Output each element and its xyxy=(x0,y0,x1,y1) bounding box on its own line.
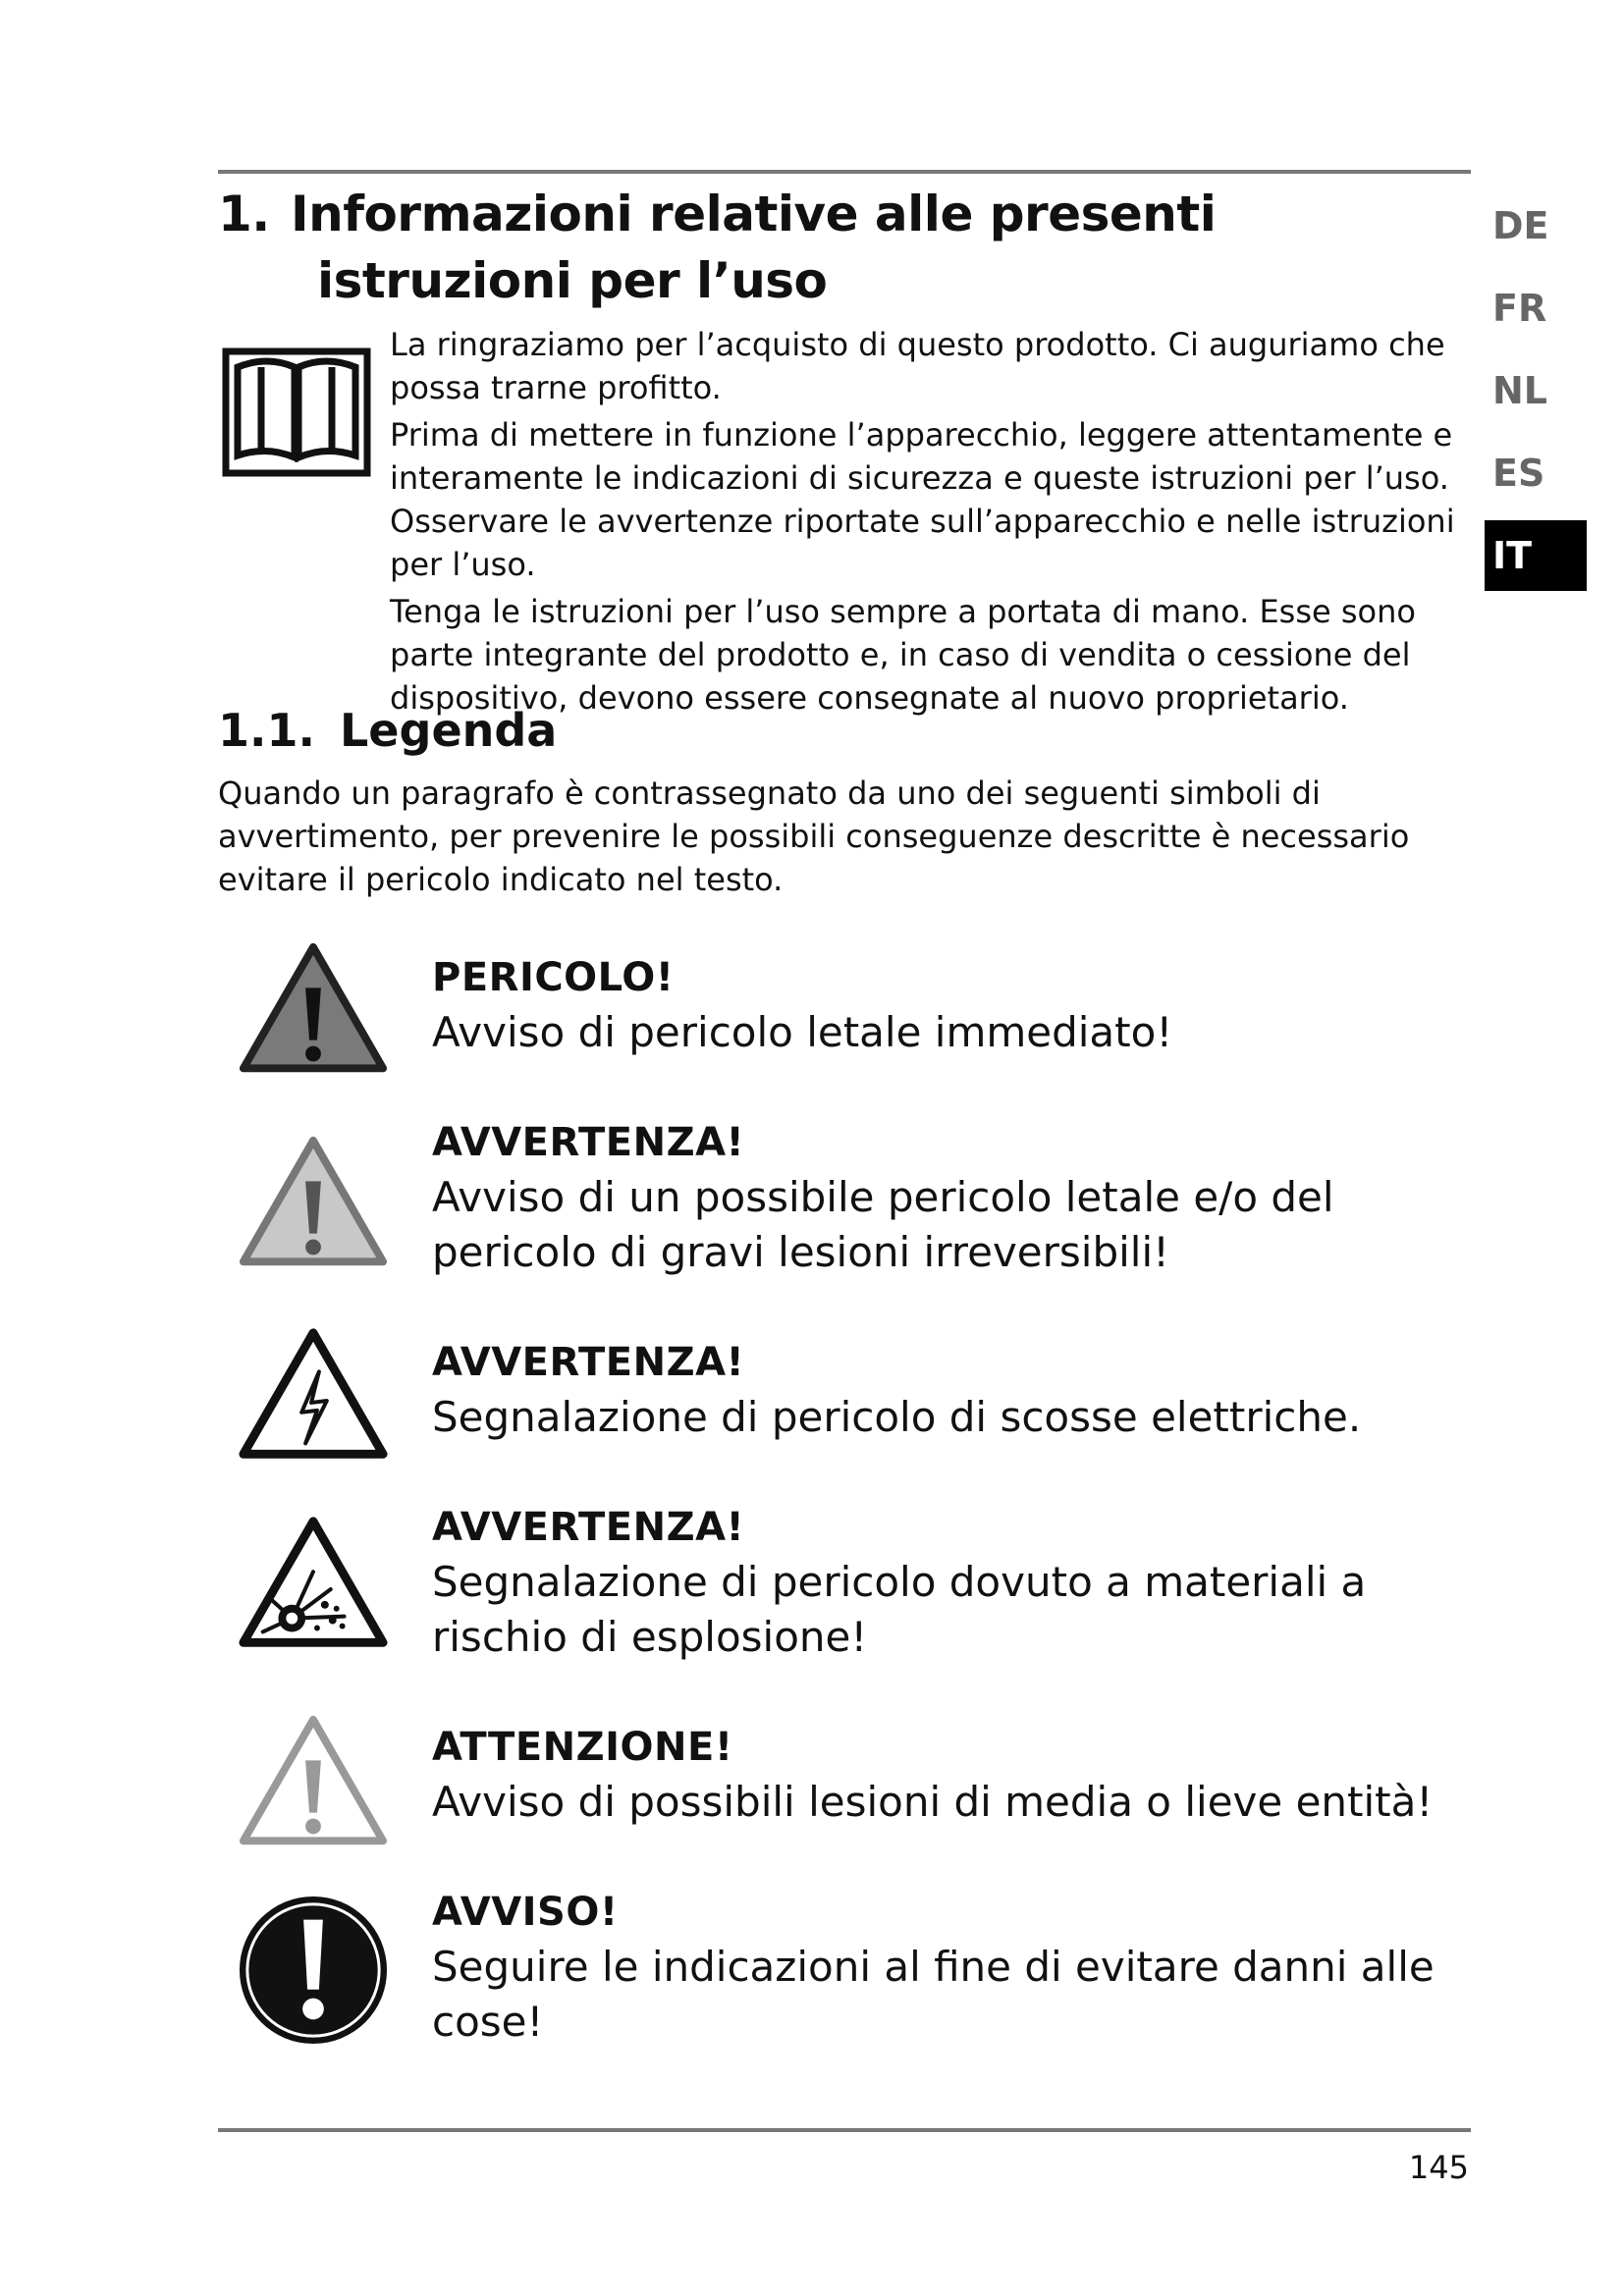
page-number: 145 xyxy=(1408,2149,1469,2186)
symbol-description: Seguire le indicazioni al fine di evitare danni alle cose! xyxy=(432,1943,1435,2046)
chapter-title-line2: istruzioni per l’uso xyxy=(317,252,828,309)
symbol-description: Avviso di un possibile pericolo letale e/o del pericolo di gravi lesioni irreversibili! xyxy=(432,1173,1334,1276)
top-rule xyxy=(218,170,1471,174)
language-tab-es[interactable]: ES xyxy=(1492,452,1545,495)
caution-triangle-icon xyxy=(236,1710,391,1865)
symbol-title: AVVERTENZA! xyxy=(432,1120,745,1165)
symbol-entry xyxy=(432,1720,1473,1830)
symbol-title: ATTENZIONE! xyxy=(432,1725,733,1770)
symbol-entry xyxy=(432,1885,1473,2050)
symbol-title: PERICOLO! xyxy=(432,955,675,1000)
intro-paragraph-1: La ringraziamo per l’acquisto di questo prodotto. Ci auguriamo che possa trarne profitto. xyxy=(390,326,1445,406)
symbol-title: AVVERTENZA! xyxy=(432,1505,745,1550)
symbol-description: Avviso di pericolo letale immediato! xyxy=(432,1008,1173,1056)
chapter-number: 1. xyxy=(218,186,270,242)
language-tab-nl[interactable]: NL xyxy=(1492,369,1548,412)
symbol-entry xyxy=(432,1115,1473,1280)
warning-triangle-icon xyxy=(236,1131,391,1286)
symbol-title: AVVERTENZA! xyxy=(432,1340,745,1385)
section-number: 1.1. xyxy=(218,704,315,757)
language-tab-fr[interactable]: FR xyxy=(1492,287,1547,330)
open-book-icon xyxy=(222,347,371,477)
language-tab-de[interactable]: DE xyxy=(1492,204,1549,247)
section-title: Legenda xyxy=(340,704,558,757)
symbol-title: AVVISO! xyxy=(432,1890,619,1935)
symbol-description: Segnalazione di pericolo di scosse elettriche. xyxy=(432,1393,1362,1441)
legend-paragraph: Quando un paragrafo è contrassegnato da uno dei seguenti simboli di avvertimento, per prevenire le possibili conseguenze descritte è necessario evitare il pericolo indicato nel testo. xyxy=(218,774,1410,898)
bottom-rule xyxy=(218,2128,1471,2132)
chapter-heading xyxy=(218,181,1216,314)
symbol-description: Segnalazione di pericolo dovuto a materiali a rischio di esplosione! xyxy=(432,1558,1367,1661)
intro-paragraph-3: Tenga le istruzioni per l’uso sempre a portata di mano. Esse sono parte integrante del prodotto e, in caso di vendita o cessione del dispositivo, devono essere consegnate al nuovo proprietario. xyxy=(390,593,1416,717)
section-heading xyxy=(218,701,557,760)
symbol-entry xyxy=(432,1335,1473,1445)
notice-circle-icon xyxy=(236,1893,391,2048)
electric-shock-icon xyxy=(236,1323,391,1478)
symbol-entry xyxy=(432,1500,1473,1665)
intro-paragraph-2: Prima di mettere in funzione l’apparecchio, leggere attentamente e interamente le indicazioni di sicurezza e queste istruzioni per l’uso. Osservare le avvertenze riportate sull’apparecchio e nelle istruzioni per l’uso. xyxy=(390,416,1455,583)
chapter-title-line1: Informazioni relative alle presenti xyxy=(291,186,1217,242)
language-tab-it[interactable]: IT xyxy=(1485,520,1587,591)
explosion-icon xyxy=(236,1512,391,1667)
intro-text xyxy=(390,323,1462,723)
symbol-entry xyxy=(432,950,1473,1060)
danger-triangle-icon xyxy=(236,937,391,1093)
symbol-description: Avviso di possibili lesioni di media o lieve entità! xyxy=(432,1778,1434,1826)
